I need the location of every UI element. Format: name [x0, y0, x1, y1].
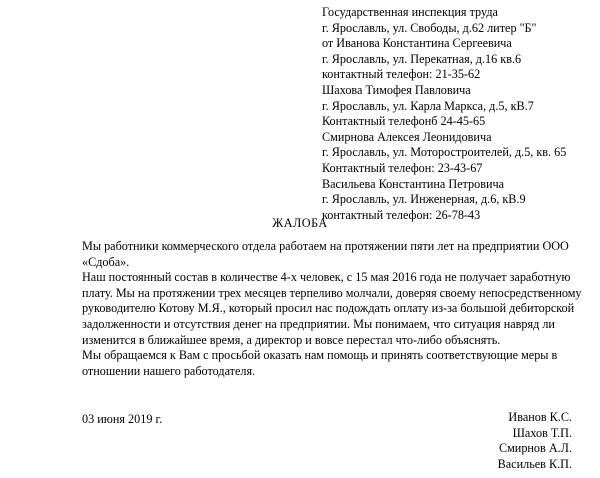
header-line-sender-1-address: г. Ярославль, ул. Перекатная, д.16 кв.6 — [322, 51, 522, 66]
header-line-sender-2-phone: Контактный телефонб 24-45-65 — [322, 114, 486, 129]
signature-3: Смирнов А.Л. — [498, 441, 572, 456]
header-line-sender-4-phone: контактный телефон: 26-78-43 — [322, 207, 481, 222]
header-line-sender-2-name: Шахова Тимофея Павловича — [322, 82, 471, 97]
header-line-sender-2-address: г. Ярославль, ул. Карла Маркса, д.5, кВ.7 — [322, 98, 534, 113]
header-line-sender-3-name: Смирнова Алексея Леонидовича — [322, 129, 492, 144]
body-paragraph-1: Мы работники коммерческого отдела работаем на протяжении пяти лет на предприятии ООО «Сдоба». — [82, 239, 569, 269]
document-title: ЖАЛОБА — [272, 216, 328, 230]
addressee-header — [322, 5, 597, 223]
header-line-sender-4-name: Васильева Константина Петровича — [322, 176, 505, 191]
header-line-recipient: Государственная инспекция труда — [322, 5, 498, 19]
body-paragraph-2: Наш постоянный состав в количестве 4-х человек, с 15 мая 2016 года не получает заработную плату. Мы на протяжении трех месяцев терпеливо молчали, доверяя своему непосредственному руководителю Котову М.Я., который просил нас подождать оплату из-за большой дебиторской задолженности и отсутствия денег на предприятии. Мы понимаем, что ситуация навряд ли изменится в ближайшее время, а директор и вовсе перестал что-либо объяснять. — [82, 270, 582, 347]
signature-1: Иванов К.С. — [508, 410, 572, 424]
header-line-sender-3-phone: Контактный телефон: 23-43-67 — [322, 160, 483, 175]
signature-list — [498, 410, 572, 472]
body-paragraph-3: Мы обращаемся к Вам с просьбой оказать нам помощь и принять соответствующие меры в отношении нашего работодателя. — [82, 348, 558, 378]
complaint-body — [82, 239, 587, 379]
header-line-sender-1-name: от Иванова Константина Сергеевича — [322, 36, 512, 51]
header-line-sender-1-phone: контактный телефон: 21-35-62 — [322, 67, 481, 82]
document-date: 03 июня 2019 г. — [82, 412, 163, 426]
header-line-recipient-address: г. Ярославль, ул. Свободы, д.62 литер "Б" — [322, 20, 537, 35]
header-line-sender-4-address: г. Ярославль, ул. Инженерная, д.6, кВ.9 — [322, 192, 526, 207]
signature-4: Васильев К.П. — [497, 456, 572, 471]
signature-2: Шахов Т.П. — [512, 425, 572, 440]
header-line-sender-3-address: г. Ярославль, ул. Моторостроителей, д.5, кв. 65 — [322, 145, 567, 160]
